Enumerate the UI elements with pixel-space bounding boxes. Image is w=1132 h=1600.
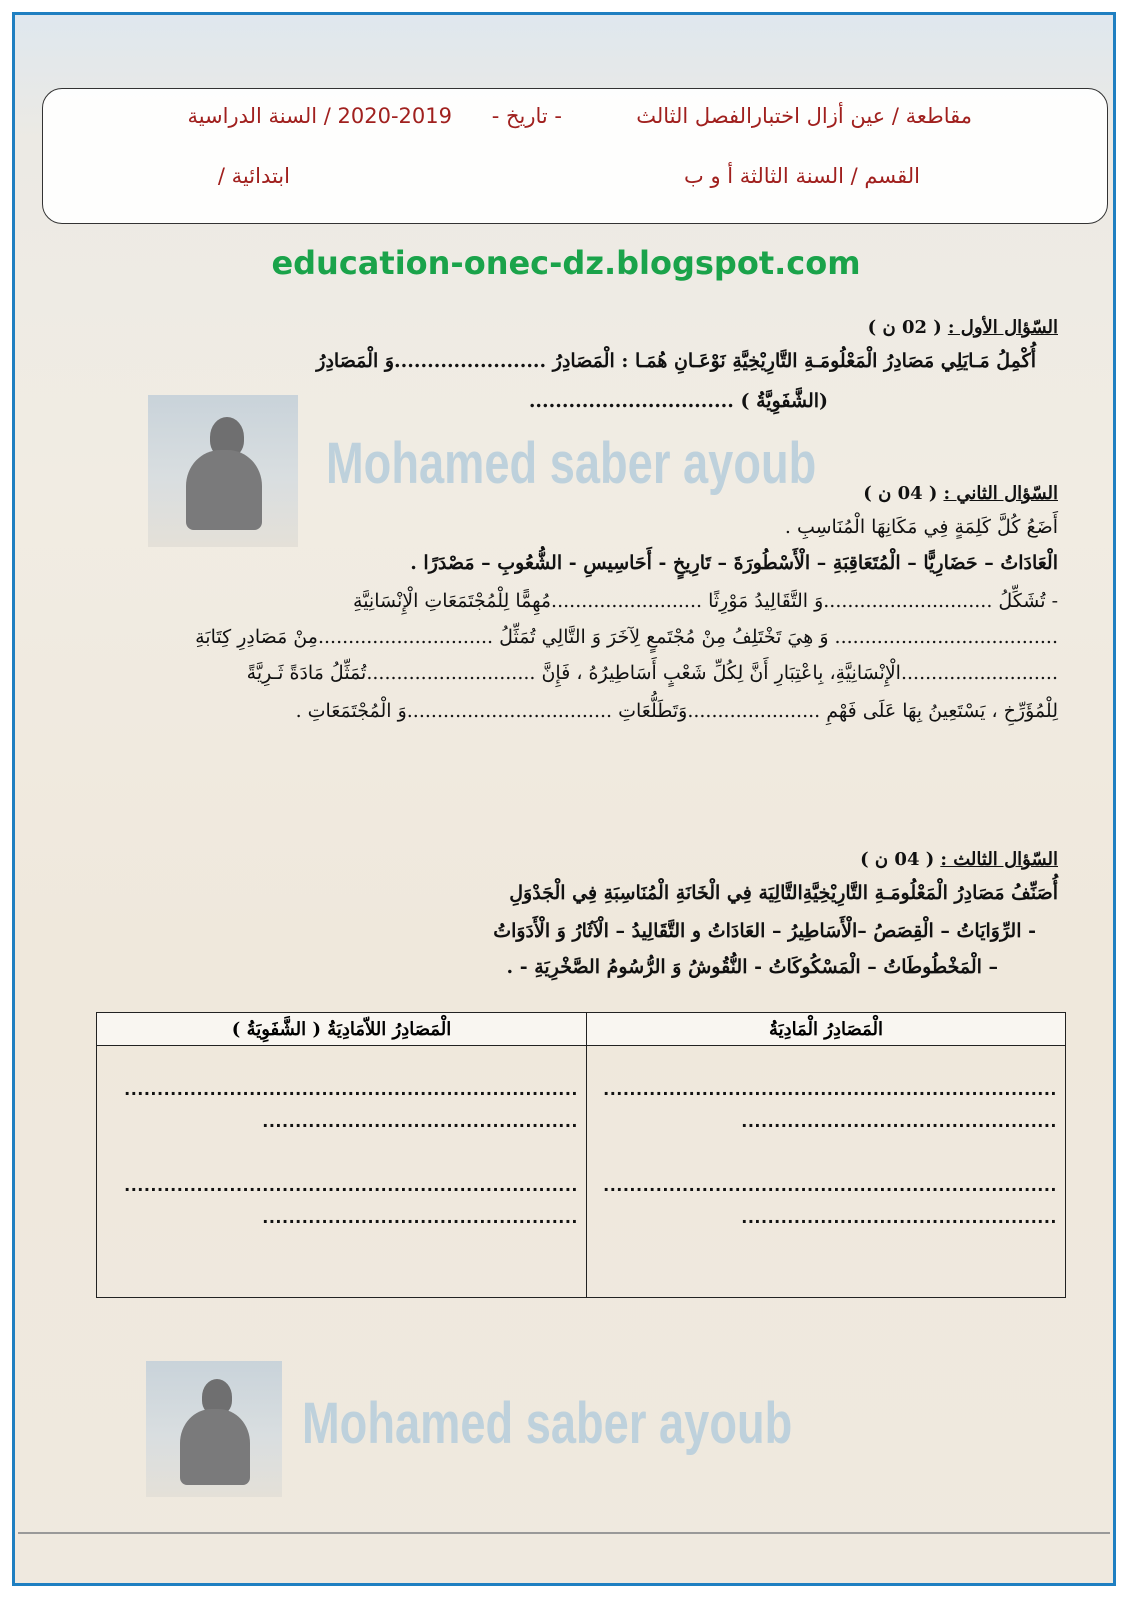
- watermark-photo-bottom: [146, 1361, 282, 1497]
- q1-line1: أُكْمِلُ مَـايَلِي مَصَادِرُ الْمَعْلُومَـةِ التَّارِيْخِيَّةِ نَوْعَـانِ هُمَـا : الْمَصَادِرُ .......................وَ الْمَصَادِرُ: [316, 350, 1036, 372]
- header-line1-mid: - تاريخ -: [491, 104, 562, 128]
- header-line1-left: 2020-2019 / السنة الدراسية: [187, 104, 452, 128]
- site-url: education-onec-dz.blogspot.com: [271, 244, 861, 282]
- q2-points: ( 04 ن ): [863, 483, 938, 504]
- q2-line2: ..................................... وَ هِيَ تَخْتَلِفُ مِنْ مُجْتَمعٍ لِآخَرَ وَ التَّالِي تُمَثِّلُ .............................مِنْ مَصَادِرِ كِتَابَةِ: [195, 626, 1058, 648]
- dotted-line: .....................................................................: [124, 1176, 578, 1195]
- dotted-line: ................................................: [741, 1112, 1057, 1131]
- watermark-text-bottom: Mohamed saber ayoub: [302, 1391, 793, 1456]
- footer-divider: [18, 1532, 1110, 1534]
- header-line2-right: القسم / السنة الثالثة أ و ب: [684, 164, 920, 188]
- q2-heading: [863, 482, 1058, 504]
- col-immaterial-header: الْمَصَادِرُ اللاّمَادِيَةُ ( الشَّفَوِيَةُ ): [97, 1013, 587, 1046]
- col-material-header: الْمَصَادِرُ الْمَادِيَةُ: [587, 1013, 1066, 1046]
- header-line1-right: مقاطعة / عين أزال اختبارالفصل الثالث: [636, 104, 972, 128]
- q2-line3: ..........................الْإِنْسَانِيَّةِ، بِاعْتِبَارِ أَنَّ لِكُلِّ شَعْبٍ أَسَاطِيرُهُ ، فَإِنَّ ............................تُمَثِّلُ مَادَةً ثَـرِيَّةً: [246, 662, 1058, 684]
- q2-instruction: أَضَعُ كُلَّ كَلِمَةٍ فِي مَكَانِهَا الْمُنَاسِبِ .: [784, 516, 1058, 538]
- q2-title: السّؤال الثاني :: [943, 483, 1058, 504]
- q3-list1: - الرِّوَايَاتُ – الْقِصَصُ –الْأَسَاطِيرُ – العَادَاتُ و التَّقَالِيدُ – الْآثَارُ وَ الْأَدَوَاتُ: [493, 920, 1036, 942]
- cell-immaterial[interactable]: [97, 1046, 587, 1298]
- q1-line2: (الشَّفَوِيَّةُ ) ...............................: [528, 390, 828, 412]
- dotted-line: ................................................: [262, 1112, 578, 1131]
- q1-heading: [868, 316, 1058, 338]
- q2-line4: لِلْمُؤَرِّخِ ، يَسْتَعِينُ بِهَا عَلَى فَهْمِ ......................وَتَطَلُّعَاتِ ..................................وَ الْمُجْتَمَعَاتِ .: [295, 700, 1058, 722]
- dotted-line: .....................................................................: [603, 1176, 1057, 1195]
- watermark-text-top: Mohamed saber ayoub: [326, 431, 817, 496]
- dotted-line: .....................................................................: [124, 1080, 578, 1099]
- q2-words: الْعَادَاتُ – حَضَارِيًّا – الْمُتَعَاقِبَةِ – الْأَسْطُورَةَ – تَارِيخٍ - أَحَاسِيسِ - الشُّعُوبِ – مَصْدَرًا .: [410, 552, 1058, 574]
- dotted-line: ................................................: [262, 1208, 578, 1227]
- q3-points: ( 04 ن ): [860, 849, 935, 870]
- figure-body: [180, 1409, 250, 1485]
- q2-line1: - تُشَكِّلُ ............................وَ التَّقَالِيدُ مَوْرِثًا .........................مُهِمًّا لِلْمُجْتَمَعَاتِ الْإِنْسَانِيَّةِ: [353, 590, 1058, 612]
- q1-points: ( 02 ن ): [867, 317, 942, 338]
- sources-table: [96, 1012, 1066, 1298]
- watermark-photo-top: [148, 395, 298, 547]
- dotted-line: .....................................................................: [603, 1080, 1057, 1099]
- cell-material[interactable]: [587, 1046, 1066, 1298]
- q3-list2: – الْمَخْطُوطَاتُ – الْمَسْكُوكَاتُ - النُّقُوشُ وَ الرُّسُومُ الصَّخْرِيَةِ - .: [506, 956, 998, 978]
- figure-body: [186, 450, 262, 530]
- dotted-line: ................................................: [741, 1208, 1057, 1227]
- header-line2-left: ابتدائية /: [217, 164, 290, 188]
- q3-title: السّؤال الثالث :: [940, 849, 1058, 870]
- q1-title: السّؤال الأول :: [947, 317, 1058, 338]
- q3-instruction: أُصَنِّفُ مَصَادِرُ الْمَعْلُومَـةِ التَّارِيْخِيَّةِالتَّالِيَة فِي الْخَانَةِ الْمُنَاسِبَةِ فِي الْجَدْوَلِ: [509, 882, 1058, 904]
- q3-heading: [860, 848, 1058, 870]
